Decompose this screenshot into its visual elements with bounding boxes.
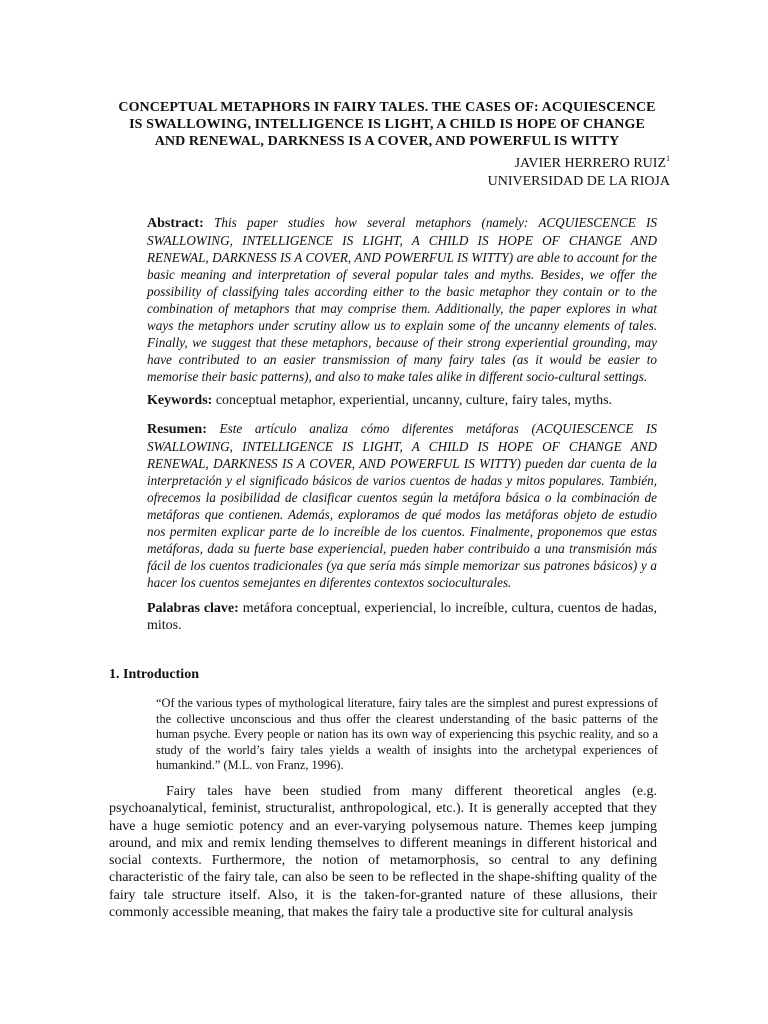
keywords-label: Keywords: [147,393,213,408]
body-paragraph-text: Fairy tales have been studied from many different theoretical angles (e.g. psychoanalytical, feminist, structuralist, anthropological, etc.). It is generally accepted that they have a huge semiotic potency and an ever-varying polysemous nature. Themes keep jumping around, and mix and remix lending themselves to different meanings in different historical and social contexts. Furthermore, the notion of metamorphosis, so central to any defining characteristic of the fairy tale, can also be seen to be reflected in the shape-shifting quality of the fairy tale structure itself. Also, it is the taken-for-granted nature of these allusions, their commonly accessible meaning, that makes the fairy tale a productive site for cultural analysis [109,784,657,921]
keywords-paragraph [147,392,657,409]
title-line-1: CONCEPTUAL METAPHORS IN FAIRY TALES. THE CASES OF: ACQUIESCENCE [118,100,656,115]
resumen-text: Este artículo analiza cómo diferentes metáforas (ACQUIESCENCE IS SWALLOWING, INTELLIGENCE IS LIGHT, A CHILD IS HOPE OF CHANGE AND RENEWAL, DARKNESS IS A COVER, AND POWERFUL IS WITTY) pueden dar cuenta de la interpretación y el significado básicos de varios cuentos de hadas y mitos populares. También, ofrecemos la posibilidad de clasificar cuentos según la metáfora básica o la combinación de metáforas que contienen. Además, exploramos de qué modos las metáforas objeto de estudio nos permiten explicar parte de lo increíble de los cuentos. Finalmente, proponemos que estas metáforas, dada su fuerte base experiencial, pueden haber contribuido a una transmisión más fácil de los cuentos tradicionales (ya que sería más simple memorizar sus patrones básicos) y a hacer los cuentos semejantes en diferentes contextos socioculturales. [147,421,657,590]
author-block [488,155,670,191]
author-footnote-mark[interactable]: 1 [666,154,670,163]
author-affiliation: UNIVERSIDAD DE LA RIOJA [487,174,670,189]
palabras-clave-paragraph [147,600,657,634]
abstract-label: Abstract: [147,216,204,231]
palabras-clave-label: Palabras clave: [147,601,239,616]
section-heading: 1. Introduction [109,667,199,682]
abstract-text: This paper studies how several metaphors (namely: ACQUIESCENCE IS SWALLOWING, INTELLIGENCE IS LIGHT, A CHILD IS HOPE OF CHANGE AND RENEWAL, DARKNESS IS A COVER, AND POWERFUL IS WITTY) are able to account for the basic meaning and interpretation of several popular tales and myths. Besides, we offer the possibility of classifying tales according either to the basic metaphor they contain or to the combination of metaphors that may comprise them. Additionally, the paper explores in what ways the metaphors under scrutiny allow us to explain some of the uncanny elements of tales. Finally, we suggest that these metaphors, because of their strong experiential grounding, may have contributed to an easier transmission of many fairy tales (as it would be easier to memorise their basic patterns), and also to make tales alike in different socio-cultural settings. [147,215,658,384]
body-paragraph [109,783,657,921]
keywords-text: conceptual metaphor, experiential, uncanny, culture, fairy tales, myths. [215,393,613,408]
title-line-3: AND RENEWAL, DARKNESS IS A COVER, AND POWERFUL IS WITTY [154,134,620,149]
title-line-2: IS SWALLOWING, INTELLIGENCE IS LIGHT, A CHILD IS HOPE OF CHANGE [129,117,645,132]
author-name: JAVIER HERRERO RUIZ [514,156,666,171]
paper-title [100,99,674,150]
palabras-clave-text: metáfora conceptual, experiencial, lo increíble, cultura, cuentos de hadas, mitos. [147,601,658,633]
abstract-paragraph [147,214,657,385]
author-line [488,155,670,173]
block-quote: “Of the various types of mythological literature, fairy tales are the simplest and purest expressions of the collective unconscious and thus offer the clearest understanding of the basic patterns of the human psyche. Every people or nation has its own way of experiencing this psychic reality, and so a study of the world’s fairy tales yields a wealth of insights into the archetypal experiences of humankind.” (M.L. von Franz, 1996). [156,696,658,773]
resumen-label: Resumen: [147,422,207,437]
resumen-paragraph [147,420,657,591]
